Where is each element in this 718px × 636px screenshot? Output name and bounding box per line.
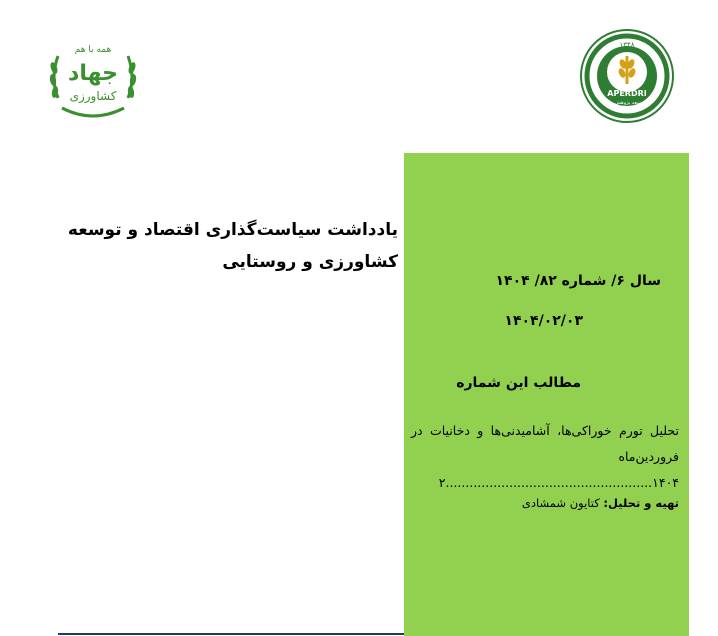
contents-item-leader: .................................................... (445, 475, 653, 490)
document-title: یادداشت سیاست‌گذاری اقتصاد و توسعه کشاورزی و روستایی (67, 220, 398, 272)
seal-abbr: APERDRI (607, 89, 647, 98)
author-line (411, 496, 679, 510)
aperdri-seal-icon (579, 28, 675, 124)
author-name: کتایون شمشادی (521, 496, 600, 510)
issue-date: ۱۴۰۴/۰۲/۰۳ (504, 313, 583, 329)
contents-item-page: ۲ (438, 475, 446, 490)
author-label: تهیه و تحلیل: (603, 496, 679, 510)
seal-sub-text: توسعه پژوهش ها (608, 100, 646, 106)
contents-heading: مطالب این شماره (456, 375, 581, 391)
issue-info-panel (404, 153, 689, 636)
logo-sub-text: کشاورزی (69, 89, 117, 103)
jahad-keshavarzi-logo-icon (44, 28, 142, 126)
contents-item-text: تحلیل تورم خوراکی‌ها، آشامیدنی‌ها و دخانیات در فروردین‌ماه ۱۴۰۴ (411, 423, 679, 490)
seal-year-fa: ۱۳۴۸ (619, 41, 635, 49)
logo-main-text: جهاد (68, 61, 118, 86)
contents-item[interactable] (411, 418, 679, 496)
seal-year-en: 1969 (619, 113, 635, 120)
issue-number: سال ۶/ شماره ۸۲/ ۱۴۰۴ (495, 273, 661, 289)
logo-top-text: همه با هم (74, 45, 112, 55)
bottom-divider (58, 633, 404, 635)
